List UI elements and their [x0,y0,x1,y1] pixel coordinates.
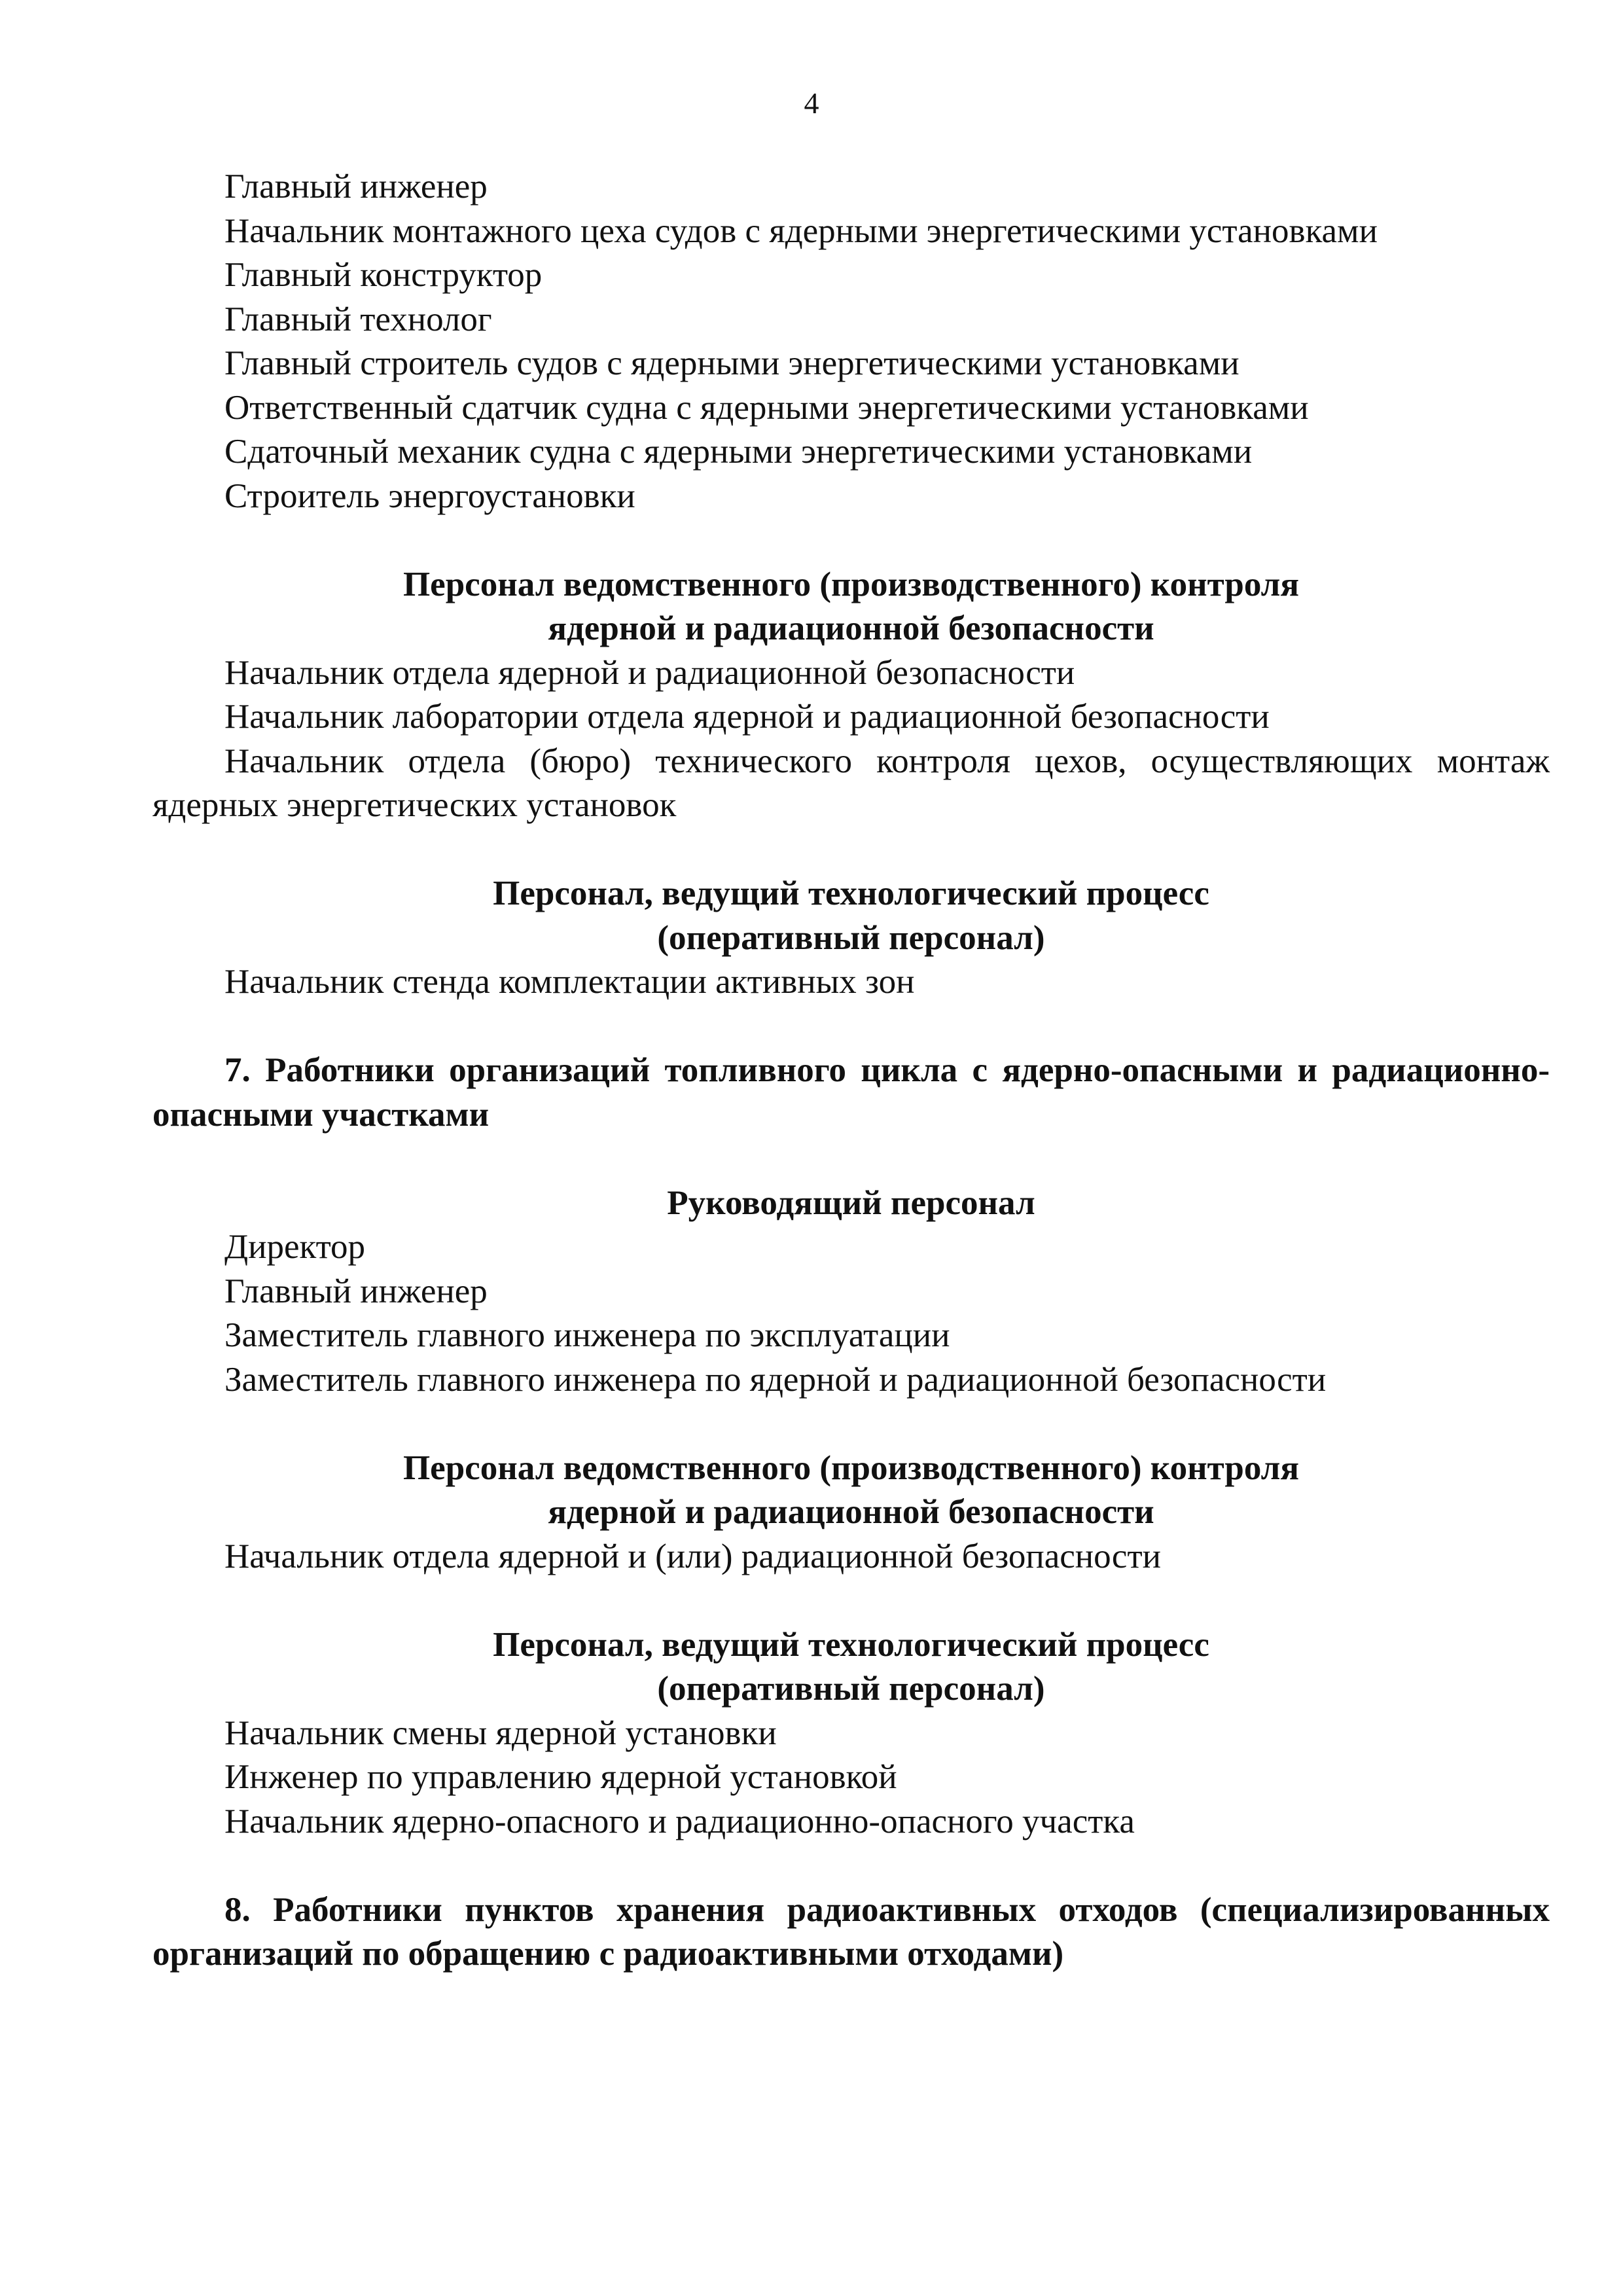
section-heading: ядерной и радиационной безопасности [548,609,1154,647]
section-heading: Руководящий персонал [667,1183,1035,1222]
list-item: Ответственный сдатчик судна с ядерными энергетическими установками [224,388,1309,427]
section-8-title: 8. Работники пунктов хранения радиоактивных отходов (специализированных организаций по обращению с радиоактивными отходами) [152,1890,1550,1973]
section-heading: Персонал ведомственного (производственного) контроля [402,565,1300,603]
management-personnel-section [152,1181,1550,1403]
section-heading: Персонал, ведущий технологический процесс [493,874,1209,912]
list-item: Заместитель главного инженера по ядерной и радиационной безопасности [224,1360,1327,1399]
list-item: Директор [224,1228,366,1266]
section-heading: (оперативный персонал) [657,918,1045,957]
section-heading: (оперативный персонал) [657,1670,1045,1708]
section-heading: ядерной и радиационной безопасности [548,1493,1154,1531]
list-item: Главный конструктор [224,256,543,294]
list-item: Главный технолог [224,300,492,338]
control-personnel-section-2 [152,1446,1550,1579]
list-item: Начальник лаборатории отдела ядерной и радиационной безопасности [224,698,1270,736]
list-item: Начальник отдела ядерной и радиационной безопасности [224,653,1075,692]
list-item: Заместитель главного инженера по эксплуатации [224,1316,950,1354]
list-item: Строитель энергоустановки [224,476,635,515]
list-item: Начальник отдела ядерной и (или) радиационной безопасности [224,1537,1161,1575]
operative-personnel-section [152,872,1550,1005]
section-heading: Персонал ведомственного (производственного) контроля [402,1448,1300,1487]
list-item: Главный строитель судов с ядерными энергетическими установками [224,344,1240,382]
positions-list-top [152,165,1550,518]
list-item: Инженер по управлению ядерной установкой [224,1758,897,1796]
list-item: Главный инженер [224,168,488,206]
section-7-title: 7. Работники организаций топливного цикла с ядерно-опасными и радиационно-опасными участками [152,1051,1550,1134]
list-item: Начальник стенда комплектации активных зон [224,963,915,1001]
list-item: Сдаточный механик судна с ядерными энергетическими установками [224,433,1253,471]
list-item: Начальник ядерно-опасного и радиационно-опасного участка [224,1802,1135,1840]
page-number: 4 [804,86,819,120]
control-personnel-section [152,563,1550,828]
list-item: Главный инженер [224,1272,488,1310]
operative-personnel-section-2 [152,1623,1550,1844]
list-item: Начальник монтажного цеха судов с ядерными энергетическими установками [224,211,1378,250]
list-item: Начальник смены ядерной установки [224,1713,777,1752]
section-heading: Персонал, ведущий технологический процесс [493,1625,1209,1664]
list-item-paragraph: Начальник отдела (бюро) технического контроля цехов, осуществляющих монтаж ядерных энергетических установок [152,742,1550,824]
document-body [152,165,1550,1977]
